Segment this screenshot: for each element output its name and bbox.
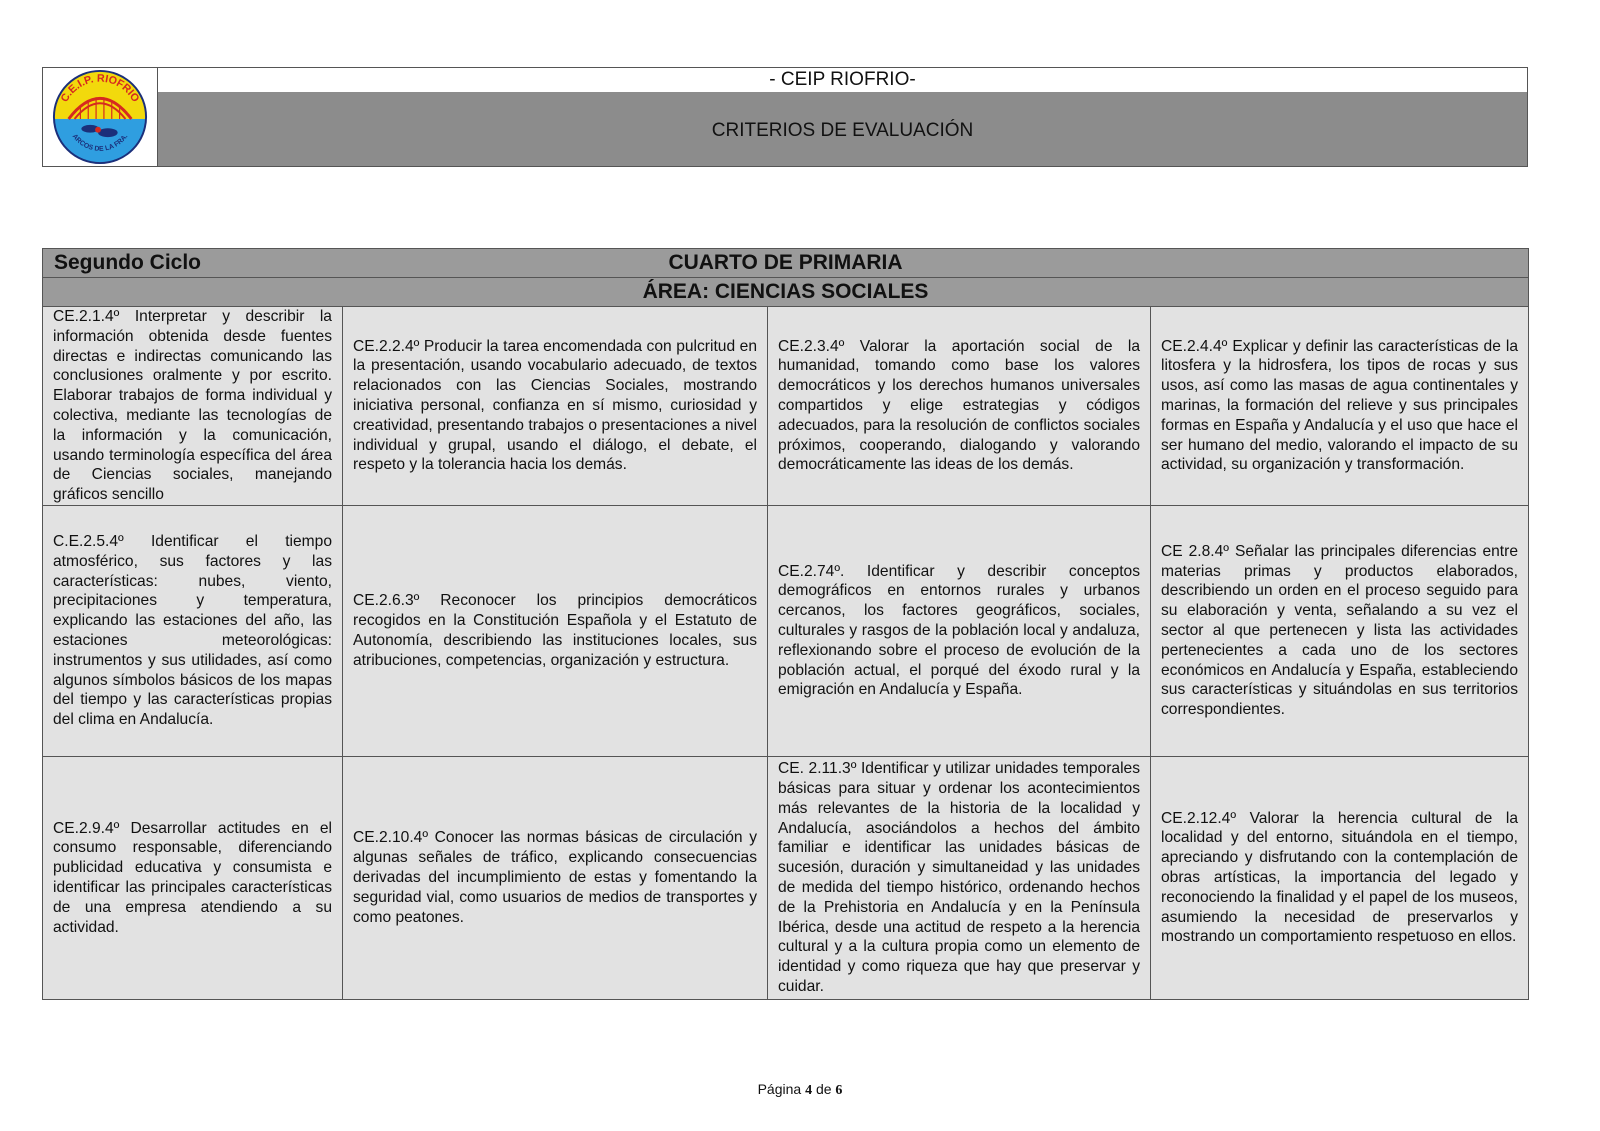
criterion-cell: CE. 2.11.3º Identificar y utilizar unidades temporales básicas para situar y ordenar los acontecimientos más relevantes de la historia de la localidad y Andalucía, asociándolos a hechos del ámbito familiar e identificar las unidades básicas de sucesión, duración y simultaneidad y las unidades de medida del tiempo histórico, ordenando hechos de la Prehistoria en Andalucía y en la Península Ibérica, desde una actitud de respeto a la herencia cultural y a la cultura propia como un elemento de identidad y como riqueza que hay que preservar y cuidar. xyxy=(768,756,1151,999)
document-header xyxy=(42,67,1528,167)
table-row xyxy=(43,756,1529,999)
cycle-label: Segundo Ciclo xyxy=(54,251,201,274)
criterion-cell: CE.2.9.4º Desarrollar actitudes en el consumo responsable, diferenciando publicidad educativa y consumista e identificar las principales características de una empresa atendiendo a su actividad. xyxy=(43,756,343,999)
criterion-cell: CE.2.12.4º Valorar la herencia cultural de la localidad y del entorno, situándola en el tiempo, apreciando y disfrutando con la contemplación de obras artísticas, la importancia del legado y reconociendo la finalidad y el papel de los museos, asumiendo la necesidad de preservarlos y mostrando un comportamiento respetuoso en ellos. xyxy=(1151,756,1529,999)
school-logo-cell xyxy=(43,68,158,166)
criteria-table xyxy=(42,248,1529,1000)
page-current: 4 xyxy=(805,1083,813,1098)
logo-bottom-text: ARCOS DE LA FRA. xyxy=(70,133,130,153)
criterion-cell: CE.2.74º. Identificar y describir conceptos demográficos en entornos rurales y urbanos cercanos, los factores geográficos, sociales, culturales y rasgos de la población local y andaluza, reflexionando sobre el proceso de evolución de la población actual, el porqué del éxodo rural y la emigración en Andalucía y España. xyxy=(768,505,1151,756)
criterion-cell: CE.2.4.4º Explicar y definir las características de la litosfera y la hidrosfera, los tipos de rocas y sus usos, así como las masas de agua continentales y marinas, la formación del relieve y sus principales formas en España y Andalucía y el uso que hace el ser humano del medio, valorando el impacto de su actividad, su organización y transformación. xyxy=(1151,307,1529,506)
area-title: ÁREA: CIENCIAS SOCIALES xyxy=(43,278,1529,307)
table-row xyxy=(43,307,1529,506)
criterion-cell: CE.2.1.4º Interpretar y describir la información obtenida desde fuentes directas e indirectas comunicando las conclusiones oralmente y por escrito. Elaborar trabajos de forma individual y colectiva, mediante las tecnologías de la información y la comunicación, usando terminología específica del área de Ciencias sociales, manejando gráficos sencillo xyxy=(43,307,343,506)
document-title xyxy=(158,92,1527,166)
criterion-cell: CE.2.10.4º Conocer las normas básicas de circulación y algunas señales de tráfico, explicando consecuencias derivadas del incumplimiento de estas y fomentando la seguridad vial, como usuarios de medios de transportes y como peatones. xyxy=(343,756,768,999)
school-logo xyxy=(51,68,149,166)
criterion-cell: CE 2.8.4º Señalar las principales diferencias entre materias primas y productos elaborados, describiendo un orden en el proceso seguido para su elaboración y venta, señalando a su vez el sector al que pertenecen y lista las actividades pertenecientes a cada uno de los sectores económicos en Andalucía y España, estableciendo sus características y situándolas en sus territorios correspondientes. xyxy=(1151,505,1529,756)
page-word: Página xyxy=(757,1081,802,1097)
title-cell xyxy=(43,249,1529,278)
criterion-cell: CE.2.2.4º Producir la tarea encomendada con pulcritud en la presentación, usando vocabulario adecuado, de textos relacionados con las Ciencias Sociales, mostrando iniciativa personal, confianza en sí mismo, curiosidad y creatividad, presentando trabajos o presentaciones a nivel individual y grupal, usando el diálogo, el debate, el respeto y la tolerancia hacia los demás. xyxy=(343,307,768,506)
area-row xyxy=(43,278,1529,307)
criterion-cell: CE.2.3.4º Valorar la aportación social de la humanidad, tomando como base los valores democráticos y los derechos humanos universales compartidos y elige estrategias y códigos adecuados, para la resolución de conflictos sociales próximos, cooperando, dialogando y valorando democráticamente las ideas de los demás. xyxy=(768,307,1151,506)
table-row xyxy=(43,505,1529,756)
table-title-row xyxy=(43,249,1529,278)
criterion-cell: C.E.2.5.4º Identificar el tiempo atmosférico, sus factores y las características: nubes, viento, precipitaciones y temperatura, explicando las estaciones del año, las estaciones meteorológicas: instrumentos y sus utilidades, así como algunos símbolos básicos de los mapas del tiempo y las características propias del clima en Andalucía. xyxy=(43,505,343,756)
grade-title: CUARTO DE PRIMARIA xyxy=(668,251,903,274)
school-name: - CEIP RIOFRIO- xyxy=(158,68,1527,92)
document-title-text: CRITERIOS DE EVALUACIÓN xyxy=(711,120,974,141)
criterion-cell: CE.2.6.3º Reconocer los principios democráticos recogidos en la Constitución Española y el Estatuto de Autonomía, describiendo las instituciones locales, sus atribuciones, competencias, organización y estructura. xyxy=(343,505,768,756)
of-word: de xyxy=(815,1081,832,1097)
logo-top-text: C.E.I.P. RIOFRIO xyxy=(58,72,142,105)
page-footer xyxy=(0,1081,1600,1099)
header-titles xyxy=(158,68,1527,166)
page-total: 6 xyxy=(835,1083,843,1098)
